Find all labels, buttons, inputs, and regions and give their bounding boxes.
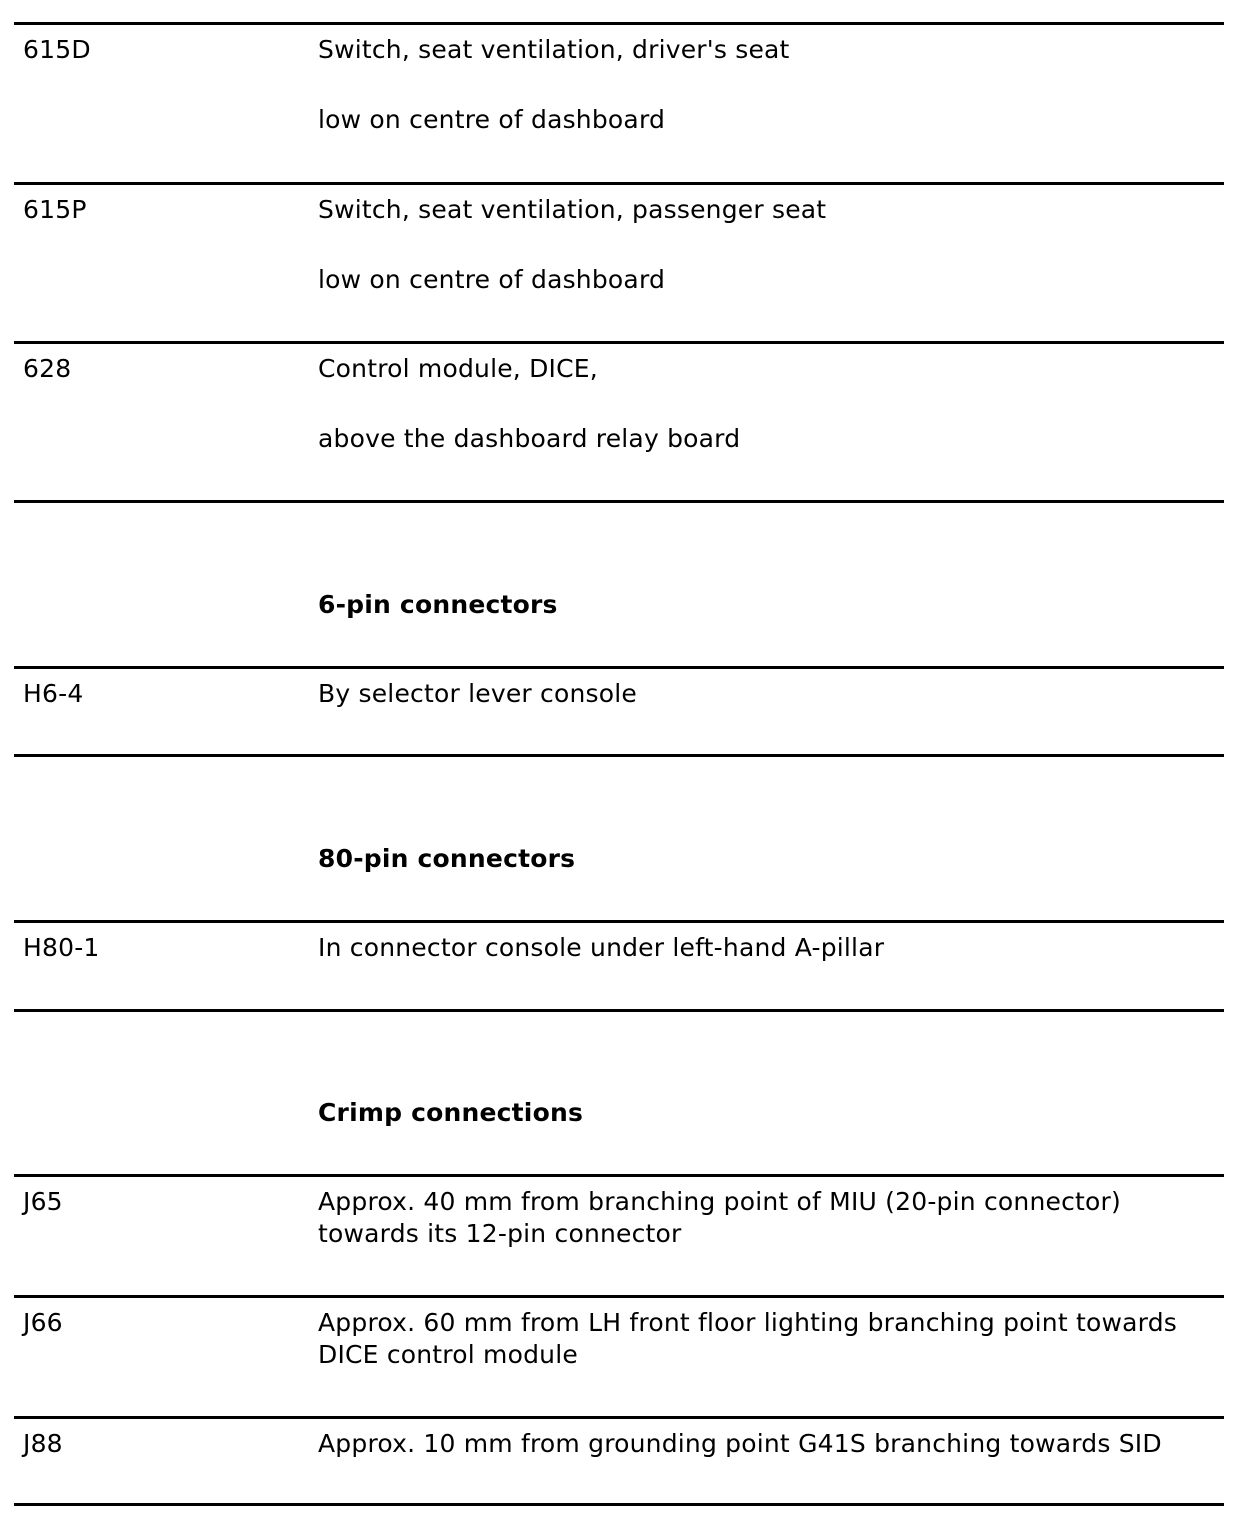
table-rule (14, 182, 1224, 185)
component-description: Switch, seat ventilation, passenger seat (318, 195, 827, 224)
table-rule (14, 1009, 1224, 1012)
component-description: towards its 12-pin connector (318, 1219, 682, 1248)
table-rule (14, 1295, 1224, 1298)
component-code: J88 (23, 1429, 63, 1458)
component-description: Approx. 10 mm from grounding point G41S branching towards SID (318, 1429, 1162, 1458)
table-rule (14, 1503, 1224, 1506)
table-rule (14, 1416, 1224, 1419)
table-rule (14, 341, 1224, 344)
component-description: Approx. 60 mm from LH front floor lighting branching point towards (318, 1308, 1178, 1337)
component-description: Approx. 40 mm from branching point of MIU (20-pin connector) (318, 1187, 1121, 1216)
component-description: By selector lever console (318, 679, 637, 708)
component-code: H80-1 (23, 933, 100, 962)
component-description: DICE control module (318, 1340, 578, 1369)
table-rule (14, 22, 1224, 25)
table-rule (14, 1174, 1224, 1177)
component-location: low on centre of dashboard (318, 265, 666, 294)
component-location: low on centre of dashboard (318, 105, 666, 134)
component-description: In connector console under left-hand A-pillar (318, 933, 885, 962)
component-description: Switch, seat ventilation, driver's seat (318, 35, 790, 64)
section-heading: 6-pin connectors (318, 590, 558, 619)
table-rule (14, 754, 1224, 757)
table-rule (14, 920, 1224, 923)
section-heading: Crimp connections (318, 1098, 584, 1127)
component-code: H6-4 (23, 679, 84, 708)
component-code: 615D (23, 35, 91, 64)
component-description: Control module, DICE, (318, 354, 598, 383)
component-code: 628 (23, 354, 72, 383)
component-code: 615P (23, 195, 87, 224)
component-code: J66 (23, 1308, 63, 1337)
component-location: above the dashboard relay board (318, 424, 741, 453)
table-rule (14, 500, 1224, 503)
table-rule (14, 666, 1224, 669)
component-code: J65 (23, 1187, 63, 1216)
section-heading: 80-pin connectors (318, 844, 576, 873)
